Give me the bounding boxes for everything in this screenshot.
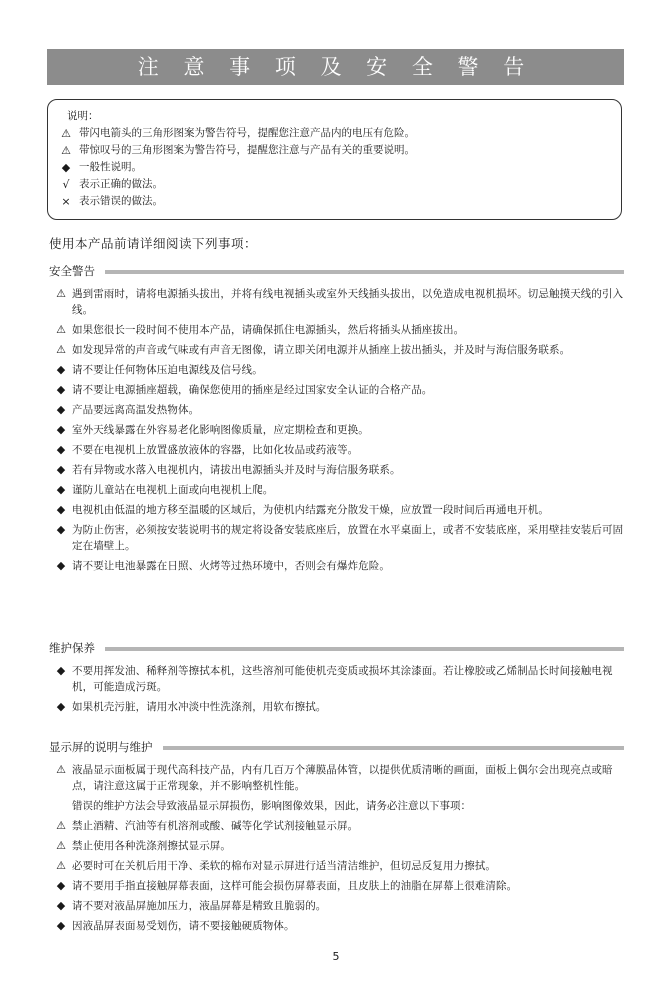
legend-row — [59, 125, 621, 142]
list-item — [55, 818, 624, 834]
list-item — [55, 918, 624, 934]
list-item-text: 如发现异常的声音或气味或有声音无图像，请立即关闭电源并从插座上拔出插头，并及时与海信服务联系。 — [72, 344, 571, 356]
check-mark-icon: √ — [62, 178, 70, 191]
legend-row — [59, 176, 621, 193]
diamond-bullet-icon: ◆ — [56, 899, 66, 912]
list-item — [55, 838, 624, 854]
list-item-text: 禁止酒精、汽油等有机溶剂或酸、碱等化学试剂接触显示屏。 — [72, 820, 359, 832]
list-item-text: 因液晶屏表面易受划伤，请不要接触硬质物体。 — [72, 920, 295, 932]
list-item — [55, 898, 624, 914]
diamond-bullet-icon: ◆ — [56, 403, 66, 416]
section-header — [49, 639, 624, 657]
diamond-bullet-icon: ◆ — [56, 463, 66, 476]
list-item-text: 请不要让电源插座超载，确保您使用的插座是经过国家安全认证的合格产品。 — [72, 384, 433, 396]
list-item-text: 请不要让电池暴露在日照、火烤等过热环境中，否则会有爆炸危险。 — [72, 560, 390, 572]
diamond-bullet-icon: ◆ — [56, 919, 66, 932]
warning-triangle-icon: ⚠ — [56, 287, 66, 300]
legend-text: 表示正确的做法。 — [79, 178, 163, 190]
list-item-text: 请不要对液晶屏施加压力，液晶屏幕是精致且脆弱的。 — [72, 900, 327, 912]
list-item-text: 若有异物或水落入电视机内，请拔出电源插头并及时与海信服务联系。 — [72, 464, 401, 476]
section-items — [49, 286, 624, 574]
list-item-text: 如果机壳污脏，请用水冲淡中性洗涤剂，用软布擦拭。 — [72, 701, 327, 713]
section-divider — [105, 647, 624, 651]
legend-text: 一般性说明。 — [79, 161, 142, 173]
legend-row — [59, 142, 621, 159]
section-title: 维护保养 — [49, 641, 95, 655]
warning-triangle-icon: ⚠ — [61, 144, 71, 157]
diamond-bullet-icon: ◆ — [56, 523, 66, 536]
warning-triangle-icon: ⚠ — [61, 127, 71, 140]
diamond-bullet-icon: ◆ — [56, 383, 66, 396]
list-item — [55, 762, 624, 794]
warning-triangle-icon: ⚠ — [56, 323, 66, 336]
section-title: 安全警告 — [49, 264, 95, 278]
legend-text: 带闪电箭头的三角形图案为警告符号，提醒您注意产品内的电压有危险。 — [79, 127, 415, 139]
list-item-text: 为防止伤害，必须按安装说明书的规定将设备安装底座后，放置在水平桌面上，或者不安装底座，采用壁挂安装后可固定在墙壁上。 — [72, 524, 624, 552]
list-item — [55, 286, 624, 318]
list-item — [55, 362, 624, 378]
warning-triangle-icon: ⚠ — [56, 859, 66, 872]
diamond-bullet-icon: ◆ — [56, 559, 66, 572]
section-safety-warnings — [49, 262, 624, 578]
list-item-text: 室外天线暴露在外容易老化影响图像质量，应定期检查和更换。 — [72, 424, 369, 436]
list-item-text: 谨防儿童站在电视机上面或向电视机上爬。 — [72, 484, 274, 496]
section-divider — [163, 746, 625, 750]
list-item — [55, 663, 624, 695]
legend-row — [59, 193, 621, 210]
warning-triangle-icon: ⚠ — [56, 763, 66, 776]
section-display-care — [49, 738, 624, 938]
diamond-bullet-icon: ◆ — [56, 483, 66, 496]
legend-box — [47, 99, 622, 220]
list-item — [55, 442, 624, 458]
list-item-text: 请不要让任何物体压迫电源线及信号线。 — [72, 364, 263, 376]
diamond-bullet-icon: ◆ — [61, 161, 71, 174]
list-item — [55, 878, 624, 894]
list-item-text: 产品要远离高温发热物体。 — [72, 404, 200, 416]
list-item — [55, 558, 624, 574]
page-number: 5 — [332, 950, 340, 963]
diamond-bullet-icon: ◆ — [56, 700, 66, 713]
diamond-bullet-icon: ◆ — [56, 879, 66, 892]
list-item — [55, 858, 624, 874]
page-title: 注 意 事 项 及 安 全 警 告 — [47, 49, 624, 85]
list-item-text: 电视机由低温的地方移至温暖的区域后，为使机内结露充分散发干燥，应放置一段时间后再通电开机。 — [72, 504, 549, 516]
section-items — [49, 762, 624, 934]
warning-triangle-icon: ⚠ — [56, 343, 66, 356]
legend-list — [59, 125, 621, 210]
diamond-bullet-icon: ◆ — [56, 423, 66, 436]
diamond-bullet-icon: ◆ — [56, 363, 66, 376]
list-item-text: 不要用挥发油、稀释剂等擦拭本机，这些溶剂可能使机壳变质或损坏其涂漆面。若让橡胶或乙烯制品长时间接触电视机，可能造成污斑。 — [72, 665, 613, 693]
legend-heading: 说明： — [67, 110, 99, 122]
section-divider — [105, 270, 624, 274]
list-item — [55, 462, 624, 478]
list-item — [55, 422, 624, 438]
list-item — [55, 342, 624, 358]
list-item-text: 遇到雷雨时，请将电源插头拔出，并将有线电视插头或室外天线插头拔出，以免造成电视机损坏。切忌触摸天线的引入线。 — [72, 288, 624, 316]
list-item — [55, 502, 624, 518]
legend-text: 带惊叹号的三角形图案为警告符号，提醒您注意与产品有关的重要说明。 — [79, 144, 415, 156]
list-item-text: 禁止使用各种洗涤剂擦拭显示屏。 — [72, 840, 231, 852]
list-item-text: 液晶显示面板属于现代高科技产品，内有几百万个薄膜晶体管，以提供优质清晰的画面，面板上偶尔会出现亮点或暗点，请注意这属于正常现象，并不影响整机性能。 — [72, 764, 613, 792]
list-item — [55, 382, 624, 398]
diamond-bullet-icon: ◆ — [56, 503, 66, 516]
note-text: 错误的维护方法会导致液晶显示屏损伤，影响图像效果，因此，请务必注意以下事项： — [72, 800, 471, 812]
section-maintenance — [49, 639, 624, 719]
diamond-bullet-icon: ◆ — [56, 664, 66, 677]
list-item — [55, 699, 624, 715]
section-header — [49, 262, 624, 280]
warning-triangle-icon: ⚠ — [56, 839, 66, 852]
list-item — [55, 522, 624, 554]
cross-mark-icon: × — [61, 195, 71, 208]
intro-text: 使用本产品前请详细阅读下列事项： — [49, 236, 258, 251]
list-item — [55, 402, 624, 418]
list-item — [55, 322, 624, 338]
legend-text: 表示错误的做法。 — [79, 195, 163, 207]
list-item-text: 必要时可在关机后用干净、柔软的棉布对显示屏进行适当清洁维护，但切忌反复用力擦拭。 — [72, 860, 496, 872]
list-item-text: 不要在电视机上放置盛放液体的容器，比如化妆品或药液等。 — [72, 444, 359, 456]
list-item-text: 如果您很长一段时间不使用本产品，请确保抓住电源插头，然后将插头从插座拔出。 — [72, 324, 465, 336]
section-title: 显示屏的说明与维护 — [49, 740, 153, 754]
section-items — [49, 663, 624, 715]
section-header — [49, 738, 624, 756]
list-item — [55, 482, 624, 498]
diamond-bullet-icon: ◆ — [56, 443, 66, 456]
warning-triangle-icon: ⚠ — [56, 819, 66, 832]
legend-row — [59, 159, 621, 176]
list-item-text: 请不要用手指直接触屏幕表面，这样可能会损伤屏幕表面，且皮肤上的油脂在屏幕上很难清除。 — [72, 880, 518, 892]
